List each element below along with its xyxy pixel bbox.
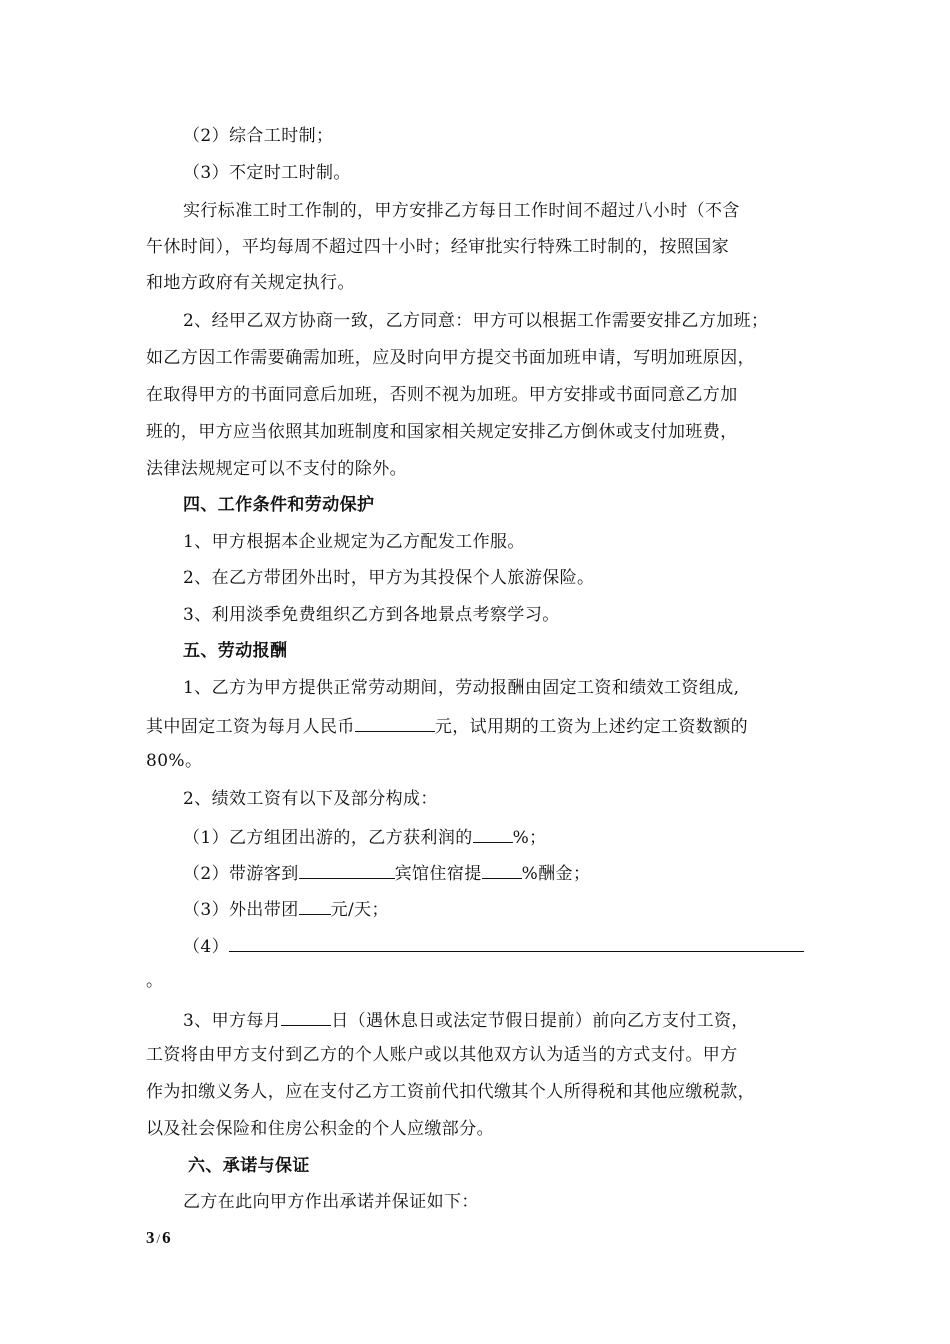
section-heading: 六、承诺与保证: [188, 1156, 310, 1176]
blank-field: [229, 933, 804, 952]
text-line: 和地方政府有关规定执行。: [146, 273, 355, 293]
page-current: 3: [146, 1228, 155, 1247]
blank-field: [473, 824, 513, 843]
text-line: 班的，甲方应当依照其加班制度和国家相关规定安排乙方倒休或支付加班费，: [146, 422, 738, 442]
blank-field: [355, 713, 435, 732]
blank-field: [281, 1007, 331, 1026]
blank-field: [482, 860, 522, 879]
text-line: 作为扣缴义务人，应在支付乙方工资前代扣代缴其个人所得税和其他应缴税款，: [146, 1082, 755, 1102]
text-fragment: 元/天；: [330, 900, 389, 920]
text-line: 午休时间），平均每周不超过四十小时；经审批实行特殊工时制的，按照国家: [146, 237, 730, 257]
text-line: 以及社会保险和住房公积金的个人应缴部分。: [146, 1119, 494, 1139]
text-line: [183, 933, 804, 958]
text-line: [183, 896, 389, 921]
text-fragment: 宾馆住宿提: [394, 864, 482, 884]
text-line: （2）综合工时制；: [183, 126, 334, 146]
text-fragment: 元，试用期的工资为上述约定工资数额的: [434, 717, 749, 737]
text-line: 实行标准工时工作制的，甲方安排乙方每日工作时间不超过八小时（不含: [183, 201, 740, 221]
text-fragment: 其中固定工资为每月人民币: [146, 717, 355, 737]
text-line: 法律法规规定可以不支付的除外。: [146, 459, 407, 479]
text-line: [183, 860, 590, 885]
blank-field: [299, 860, 395, 879]
text-fragment: %；: [512, 828, 547, 848]
text-line: [183, 824, 547, 849]
section-heading: 四、工作条件和劳动保护: [183, 495, 375, 515]
text-line: （3）不定时工时制。: [183, 163, 351, 183]
text-line: 2、在乙方带团外出时，甲方为其投保个人旅游保险。: [183, 568, 595, 588]
page-total: 6: [162, 1228, 171, 1247]
page-separator: /: [156, 1231, 161, 1246]
text-fragment: %酬金；: [521, 864, 591, 884]
text-fragment: （2）带游客到: [183, 864, 299, 884]
text-line: 3、利用淡季免费组织乙方到各地景点考察学习。: [183, 605, 560, 625]
page-number: [146, 1228, 171, 1248]
section-heading: 五、劳动报酬: [183, 641, 288, 661]
text-line: 工资将由甲方支付到乙方的个人账户或以其他双方认为适当的方式支付。甲方: [146, 1045, 738, 1065]
blank-field: [299, 896, 331, 915]
text-line: 1、甲方根据本企业规定为乙方配发工作服。: [183, 532, 525, 552]
text-line: 80%。: [146, 751, 203, 771]
text-fragment: （1）乙方组团出游的，乙方获利润的: [183, 828, 473, 848]
text-line: 如乙方因工作需要确需加班，应及时向甲方提交书面加班申请，写明加班原因，: [146, 348, 755, 368]
text-line: [183, 1007, 749, 1032]
text-fragment: （4）: [183, 937, 230, 957]
text-line: 在取得甲方的书面同意后加班，否则不视为加班。甲方安排或书面同意乙方加: [146, 385, 738, 405]
text-line: 2、绩效工资有以下及部分构成：: [183, 789, 438, 809]
text-fragment: 日（遇休息日或法定节假日提前）前向乙方支付工资，: [331, 1011, 749, 1031]
text-line: 2、经甲乙双方协商一致，乙方同意：甲方可以根据工作需要安排乙方加班；: [183, 311, 769, 331]
text-fragment: （3）外出带团: [183, 900, 299, 920]
text-line: 1、乙方为甲方提供正常劳动期间，劳动报酬由固定工资和绩效工资组成,: [183, 678, 740, 698]
text-line: [146, 713, 748, 738]
text-fragment: 3、甲方每月: [183, 1011, 282, 1031]
text-line: 。: [146, 971, 164, 991]
text-line: 乙方在此向甲方作出承诺并保证如下：: [183, 1192, 479, 1212]
